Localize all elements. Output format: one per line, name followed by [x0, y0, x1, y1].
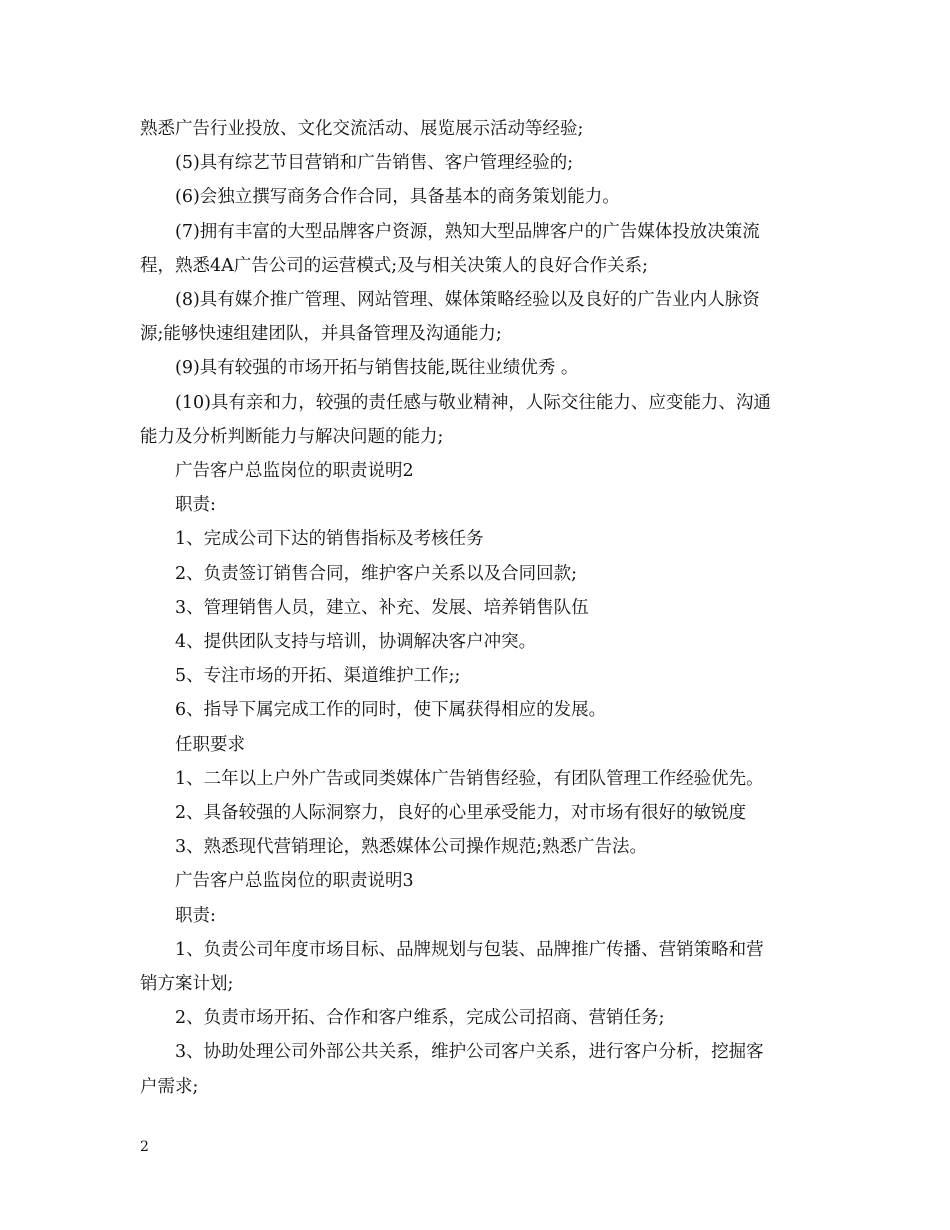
list-item: (9)具有较强的市场开拓与销售技能,既往业绩优秀 。	[175, 358, 579, 379]
text-line: 户需求;	[140, 1076, 199, 1097]
list-item: 3、协助处理公司外部公共关系，维护公司客户关系，进行客户分析，挖掘客	[175, 1042, 764, 1063]
list-item: (5)具有综艺节目营销和广告销售、客户管理经验的;	[175, 153, 574, 174]
list-item: 2、负责签订销售合同，维护客户关系以及合同回款;	[175, 563, 578, 584]
text-line: 程，熟悉4A广告公司的运营模式;及与相关决策人的良好合作关系;	[140, 255, 649, 276]
list-item: 1、负责公司年度市场目标、品牌规划与包装、品牌推广传播、营销策略和营	[175, 939, 764, 960]
section-heading: 广告客户总监岗位的职责说明2	[175, 461, 414, 482]
list-item: 6、指导下属完成工作的同时，使下属获得相应的发展。	[175, 700, 607, 721]
section-subheading: 任职要求	[175, 734, 245, 755]
body-text	[140, 112, 820, 1104]
text-line: 熟悉广告行业投放、文化交流活动、展览展示活动等经验;	[140, 119, 584, 139]
section-subheading: 职责:	[175, 905, 216, 926]
list-item: 1、二年以上户外广告或同类媒体广告销售经验，有团队管理工作经验优先。	[175, 768, 764, 789]
list-item: (10)具有亲和力，较强的责任感与敬业精神，人际交往能力、应变能力、沟通	[175, 392, 771, 413]
list-item: 1、完成公司下达的销售指标及考核任务	[175, 529, 484, 550]
list-item: (6)会独立撰写商务合作合同，具备基本的商务策划能力。	[175, 187, 620, 208]
list-item: (7)拥有丰富的大型品牌客户资源，熟知大型品牌客户的广告媒体投放决策流	[175, 221, 760, 242]
list-item: (8)具有媒介推广管理、网站管理、媒体策略经验以及良好的广告业内人脉资	[175, 290, 760, 311]
list-item: 3、管理销售人员，建立、补充、发展、培养销售队伍	[175, 597, 589, 618]
section-heading: 广告客户总监岗位的职责说明3	[175, 871, 414, 892]
section-subheading: 职责:	[175, 495, 216, 516]
list-item: 2、具备较强的人际洞察力，良好的心里承受能力，对市场有很好的敏锐度	[175, 803, 747, 824]
text-line: 源;能够快速组建团队，并具备管理及沟通能力;	[140, 324, 502, 345]
text-line: 能力及分析判断能力与解决问题的能力;	[140, 426, 444, 447]
list-item: 4、提供团队支持与培训，协调解决客户冲突。	[175, 632, 537, 653]
page-number: 2	[140, 1139, 149, 1155]
list-item: 2、负责市场开拓、合作和客户维系，完成公司招商、营销任务;	[175, 1008, 665, 1029]
text-line: 销方案计划;	[140, 974, 234, 995]
list-item: 5、专注市场的开拓、渠道维护工作;;	[175, 666, 461, 687]
list-item: 3、熟悉现代营销理论，熟悉媒体公司操作规范;熟悉广告法。	[175, 837, 648, 858]
